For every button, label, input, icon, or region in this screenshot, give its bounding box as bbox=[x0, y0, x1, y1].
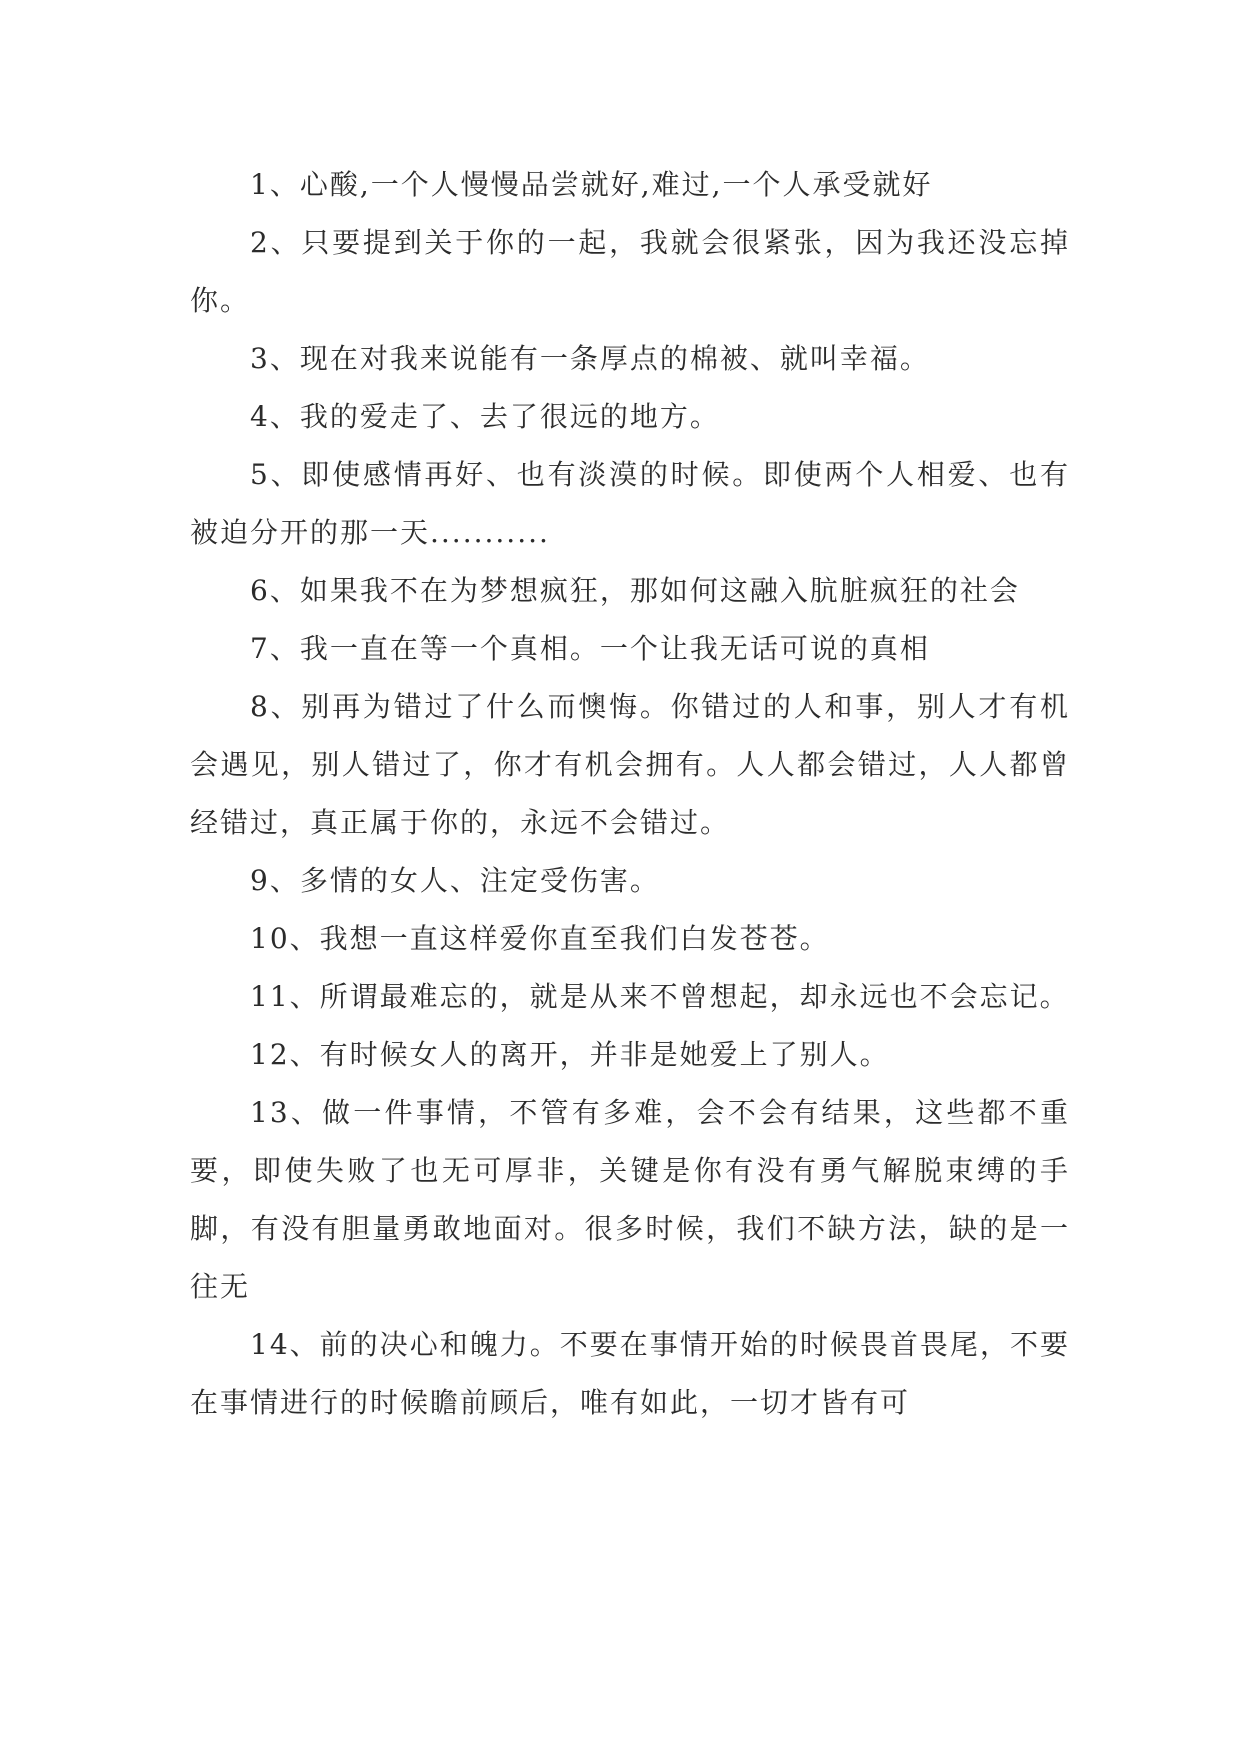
paragraph-8: 8、别再为错过了什么而懊悔。你错过的人和事，别人才有机会遇见，别人错过了，你才有机会拥有。人人都会错过，人人都曾经错过，真正属于你的，永远不会错过。 bbox=[190, 690, 1070, 839]
paragraph-14: 14、前的决心和魄力。不要在事情开始的时候畏首畏尾，不要在事情进行的时候瞻前顾后，唯有如此，一切才皆有可 bbox=[190, 1328, 1070, 1419]
paragraph-3: 3、现在对我来说能有一条厚点的棉被、就叫幸福。 bbox=[250, 342, 930, 375]
paragraph-13: 13、做一件事情，不管有多难，会不会有结果，这些都不重要，即使失败了也无可厚非，关键是你有没有勇气解脱束缚的手脚，有没有胆量勇敢地面对。很多时候，我们不缺方法，缺的是一往无 bbox=[190, 1096, 1070, 1303]
paragraph-7: 7、我一直在等一个真相。一个让我无话可说的真相 bbox=[250, 632, 930, 665]
document-body bbox=[190, 156, 1070, 1432]
paragraph-5: 5、即使感情再好、也有淡漠的时候。即使两个人相爱、也有被迫分开的那一天........... bbox=[190, 458, 1070, 549]
paragraph-10: 10、我想一直这样爱你直至我们白发苍苍。 bbox=[250, 922, 830, 955]
paragraph-6: 6、如果我不在为梦想疯狂，那如何这融入肮脏疯狂的社会 bbox=[250, 574, 1020, 607]
paragraph-2: 2、只要提到关于你的一起，我就会很紧张，因为我还没忘掉你。 bbox=[190, 226, 1070, 317]
paragraph-9: 9、多情的女人、注定受伤害。 bbox=[250, 864, 660, 897]
paragraph-11: 11、所谓最难忘的，就是从来不曾想起，却永远也不会忘记。 bbox=[250, 980, 1070, 1013]
paragraph-4: 4、我的爱走了、去了很远的地方。 bbox=[250, 400, 720, 433]
paragraph-1: 1、心酸,一个人慢慢品尝就好,难过,一个人承受就好 bbox=[250, 168, 933, 201]
paragraph-12: 12、有时候女人的离开，并非是她爱上了别人。 bbox=[250, 1038, 890, 1071]
